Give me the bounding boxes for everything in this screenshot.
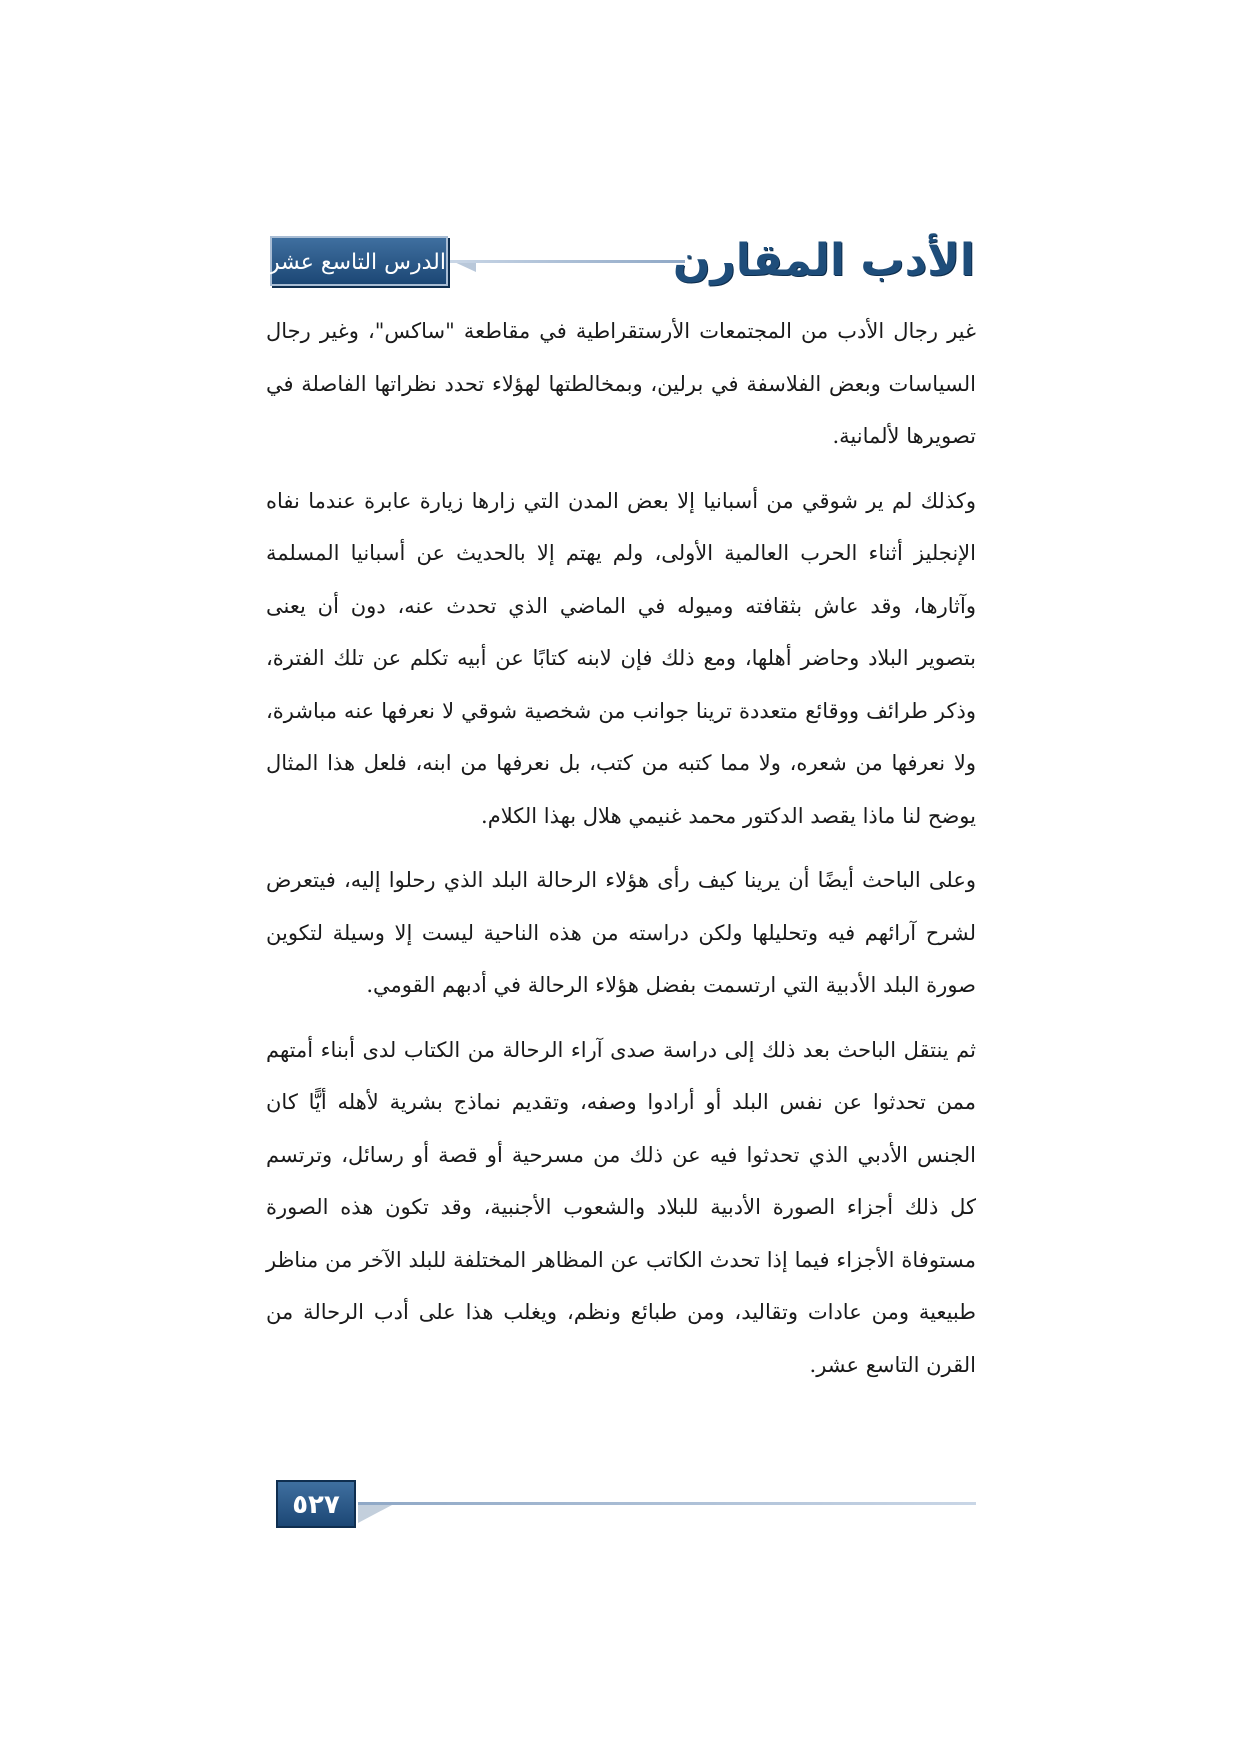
footer-rule: [358, 1502, 976, 1505]
paragraph: ثم ينتقل الباحث بعد ذلك إلى دراسة صدى آراء الرحالة من الكتاب لدى أبناء أمتهم ممن تحدثوا عن نفس البلد أو أرادوا وصفه، وتقديم نماذج بشرية لأهله أيًّا كان الجنس الأدبي الذي تحدثوا فيه عن ذلك من مسرحية أو قصة أو رسائل، وترتسم كل ذلك أجزاء الصورة الأدبية للبلاد والشعوب الأجنبية، وقد تكون هذه الصورة مستوفاة الأجزاء فيما إذا تحدث الكاتب عن المظاهر المختلفة للبلد الآخر من مناظر طبيعية ومن عادات وتقاليد، ومن طبائع ونظم، ويغلب هذا على أدب الرحالة من القرن التاسع عشر.: [266, 1037, 976, 1377]
footer-wedge-decoration: [358, 1505, 392, 1523]
page-footer: [276, 1480, 976, 1530]
body-text: [266, 305, 976, 1403]
book-title: الأدب المقارن: [672, 235, 975, 286]
paragraph: غير رجال الأدب من المجتمعات الأرستقراطية في مقاطعة "ساكس"، وغير رجال السياسات وبعض الفلاسفة في برلين، وبمخالطتها لهؤلاء تحدد نظراتها الفاصلة في تصويرها لألمانية.: [266, 319, 976, 448]
paragraph: وعلى الباحث أيضًا أن يرينا كيف رأى هؤلاء الرحالة البلد الذي رحلوا إليه، فيتعرض لشرح آرائهم فيه وتحليلها ولكن دراسته من هذه الناحية ليست إلا وسيلة لتكوين صورة البلد الأدبية التي ارتسمت بفضل هؤلاء الرحالة في أدبهم القومي.: [266, 868, 976, 997]
header-rule: [450, 260, 685, 263]
lesson-badge: الدرس التاسع عشر: [270, 236, 448, 286]
page-header: [270, 232, 975, 290]
paragraph: وكذلك لم ير شوقي من أسبانيا إلا بعض المدن التي زارها زيارة عابرة عندما نفاه الإنجليز أثناء الحرب العالمية الأولى، ولم يهتم إلا بالحديث عن أسبانيا المسلمة وآثارها، وقد عاش بثقافته وميوله في الماضي الذي تحدث عنه، دون أن يعنى بتصوير البلاد وحاضر أهلها، ومع ذلك فإن لابنه كتابًا عن أبيه تكلم عن تلك الفترة، وذكر طرائف ووقائع متعددة ترينا جوانب من شخصية شوقي لا نعرفها عنه مباشرة، ولا نعرفها من شعره، ولا مما كتبه من كتب، بل نعرفها من ابنه، فلعل هذا المثال يوضح لنا ماذا يقصد الدكتور محمد غنيمي هلال بهذا الكلام.: [266, 488, 976, 828]
page-number: ٥٢٧: [276, 1480, 356, 1528]
